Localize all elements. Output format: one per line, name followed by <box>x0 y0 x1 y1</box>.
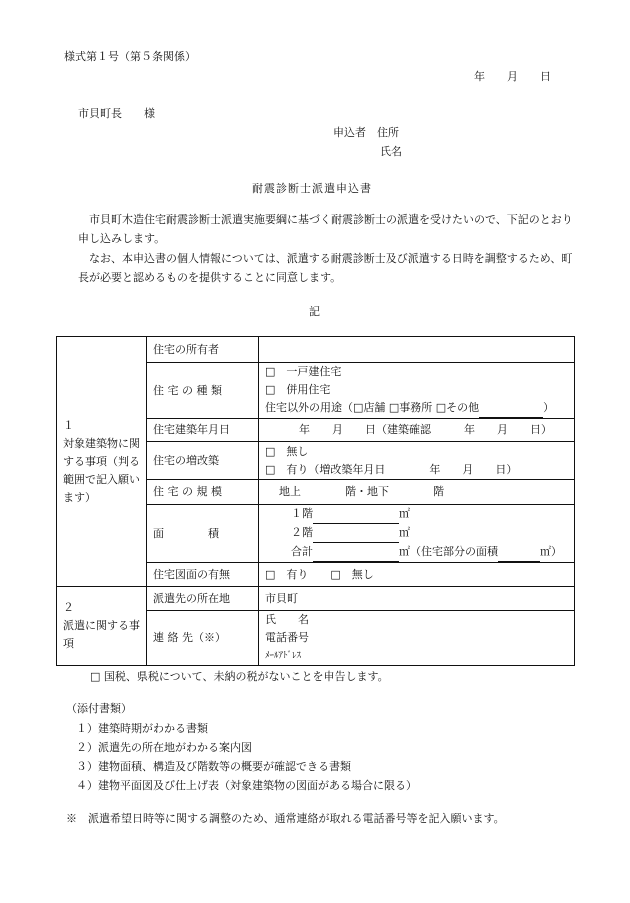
other-use-blank[interactable] <box>479 399 543 418</box>
scale-label: 住 宅 の 規 模 <box>147 480 259 505</box>
house-type-label: 住 宅 の 種 類 <box>147 363 259 419</box>
section1-label: 対象建築物に関する事項（判る範囲で記入願います） <box>63 436 140 504</box>
contact-field <box>259 611 575 666</box>
area-label: 面 積 <box>147 505 259 563</box>
intro-paragraph: 市貝町木造住宅耐震診断士派遣実施要綱に基づく耐震診断士の派遣を受けたいので、下記のとおり申し込みします。 <box>78 213 573 245</box>
area-residential-unit: ㎡ <box>540 545 551 558</box>
house-type-field <box>259 363 575 419</box>
extension-label: 住宅の増改築 <box>147 442 259 480</box>
ki-marker: 記 <box>309 305 320 318</box>
house-type-other-use[interactable] <box>265 399 568 418</box>
extension-yes-checkbox[interactable]: □ 有り（増改築年月日 年 月 日） <box>265 462 518 476</box>
area-residential-close: ） <box>551 545 562 558</box>
section2-cell <box>57 587 147 666</box>
destination-field[interactable]: 市貝町 <box>259 587 575 611</box>
built-year-label: 住宅建築年月日 <box>147 419 259 442</box>
house-type-detached-checkbox[interactable]: □ 一戸建住宅 <box>265 365 342 378</box>
contact-label: 連 絡 先（※） <box>147 611 259 666</box>
area-floor1-blank[interactable] <box>313 505 399 524</box>
attachments-list <box>76 719 417 795</box>
area-field <box>259 505 575 563</box>
area-total-label: 合計 <box>291 545 313 558</box>
applicant-address-label: 申込者 住所 <box>333 126 399 139</box>
drawings-label: 住宅図面の有無 <box>147 563 259 587</box>
tax-declaration-checkbox[interactable]: □ 国税、県税について、未納の税がないことを申告します。 <box>90 670 389 683</box>
attachment-item: ４）建物平面図及び仕上げ表（対象建築物の図面がある場合に限る） <box>76 779 417 792</box>
extension-field <box>259 442 575 480</box>
area-residential-label: （住宅部分の面積 <box>410 545 498 558</box>
extension-none-checkbox[interactable]: □ 無し <box>265 444 309 458</box>
area-floor2[interactable] <box>265 524 568 543</box>
privacy-paragraph: なお、本申込書の個人情報については、派遣する耐震診断士及び派遣する日時を調整するため、町長が必要と認めるものを提供することに同意します。 <box>78 252 573 284</box>
applicant-name-label: 氏名 <box>380 145 402 158</box>
attachment-item: ３）建物面積、構造及び階数等の概要が確認できる書類 <box>76 760 351 773</box>
destination-label: 派遣先の所在地 <box>147 587 259 611</box>
area-floor2-label: ２階 <box>291 526 313 539</box>
date-line: 年 月 日 <box>474 70 551 83</box>
footnote: ※ 派遣希望日時等に関する調整のため、通常連絡が取れる電話番号等を記入願います。 <box>66 812 505 825</box>
built-year-field[interactable]: 年 月 日（建築確認 年 月 日） <box>259 419 575 442</box>
addressee: 市貝町長 様 <box>78 107 155 120</box>
contact-phone[interactable]: 電話番号 <box>265 631 309 644</box>
form-number: 様式第１号（第５条関係） <box>64 50 196 63</box>
area-total[interactable] <box>265 543 568 562</box>
area-total-blank[interactable] <box>313 543 399 562</box>
area-floor1[interactable] <box>265 505 568 524</box>
owner-field[interactable] <box>259 337 575 363</box>
section1-cell <box>57 337 147 587</box>
attachment-item: ２）派遣先の所在地がわかる案内図 <box>76 741 252 754</box>
section2-number: ２ <box>63 601 74 614</box>
drawings-field[interactable]: □ 有り □ 無し <box>259 563 575 587</box>
scale-field[interactable]: 地上 階・地下 階 <box>259 480 575 505</box>
house-type-combined-checkbox[interactable]: □ 併用住宅 <box>265 383 331 396</box>
area-floor2-blank[interactable] <box>313 524 399 543</box>
owner-label: 住宅の所有者 <box>147 337 259 363</box>
area-residential-blank[interactable] <box>498 543 540 562</box>
page-title: 耐震診断士派遣申込書 <box>252 182 372 195</box>
section1-number: １ <box>63 418 74 432</box>
section2-label: 派遣に関する事項 <box>63 619 140 650</box>
area-floor1-label: １階 <box>291 507 313 520</box>
other-use-label: 住宅以外の用途（□店舗 □事務所 □その他 <box>265 401 480 414</box>
other-use-close: ） <box>543 401 555 414</box>
area-floor1-unit: ㎡ <box>399 507 410 520</box>
application-table <box>56 336 575 666</box>
contact-email[interactable]: ﾒｰﾙｱﾄﾞﾚｽ <box>265 651 302 661</box>
area-total-unit: ㎡ <box>399 545 410 558</box>
attachments-heading: （添付書類） <box>66 702 132 715</box>
contact-name[interactable]: 氏 名 <box>265 613 309 626</box>
area-floor2-unit: ㎡ <box>399 526 410 539</box>
attachment-item: １）建築時期がわかる書類 <box>76 722 208 735</box>
